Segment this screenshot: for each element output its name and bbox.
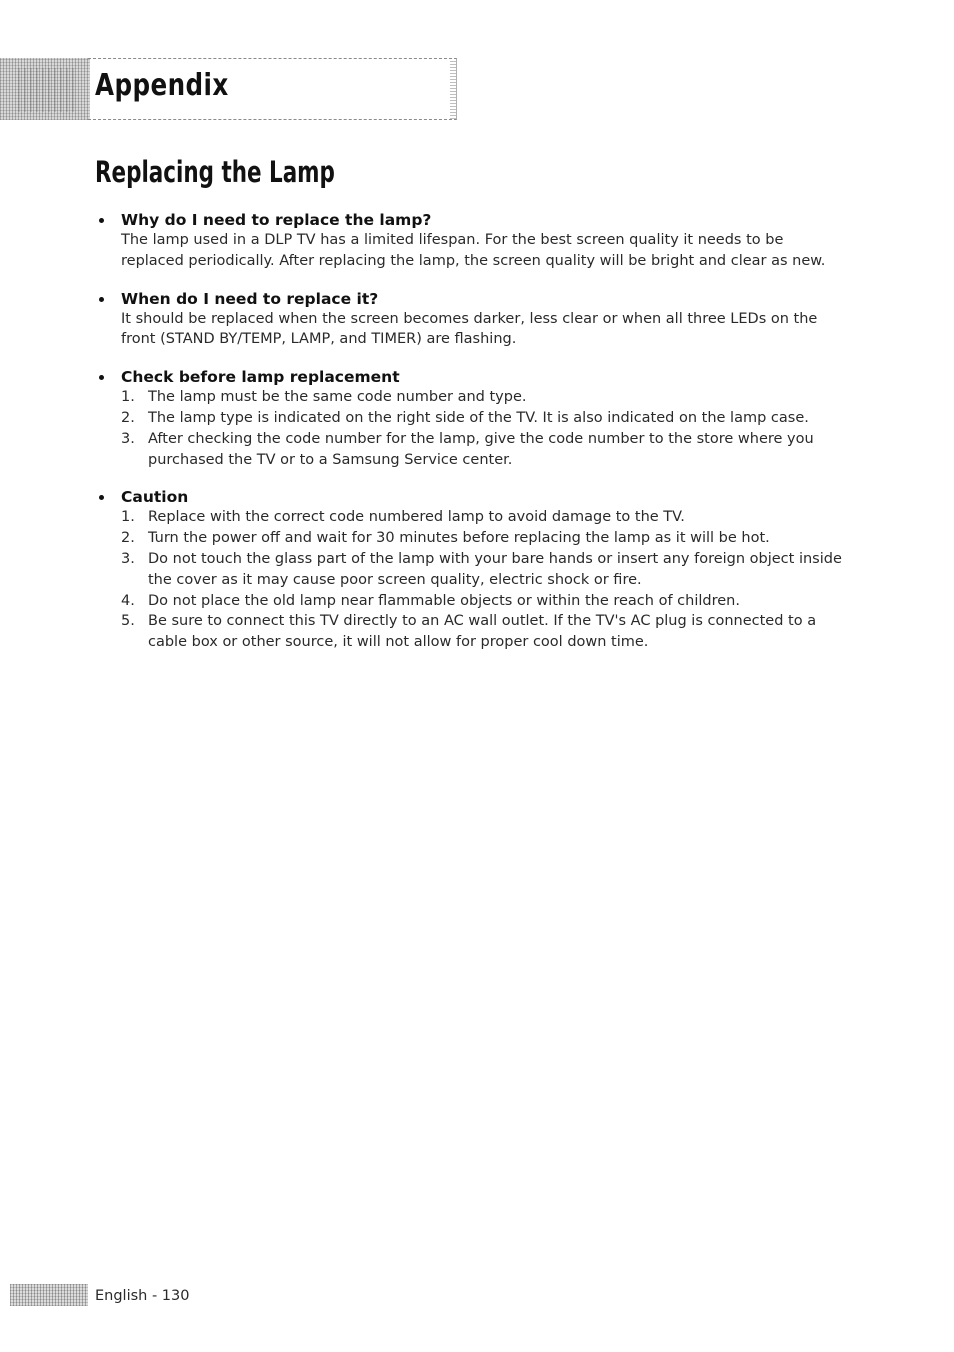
list-item-line: Do not place the old lamp near flammable objects or within the reach of children. (148, 592, 740, 609)
bullet-icon (99, 297, 104, 302)
page-header-title: Appendix (95, 68, 229, 103)
list-item-text (148, 507, 886, 528)
list-item-text (148, 528, 886, 549)
list-item-number: 1. (121, 389, 135, 406)
list-item (121, 591, 886, 612)
list-item-number: 3. (121, 550, 135, 567)
topic-heading-text: Check before lamp replacement (121, 368, 400, 387)
paragraph-line: The lamp used in a DLP TV has a limited lifespan. For the best screen quality it needs to be (121, 232, 784, 248)
list-item-line: the cover as it may cause poor screen quality, electric shock or fire. (148, 571, 642, 588)
topic-heading-text: Caution (121, 488, 189, 507)
list-item-text (148, 611, 886, 653)
list-item-line: After checking the code number for the lamp, give the code number to the store where you (148, 430, 814, 447)
list-item-line: cable box or other source, it will not allow for proper cool down time. (148, 634, 649, 651)
section-title: Replacing the Lamp (95, 155, 335, 189)
list-item-line: Do not touch the glass part of the lamp with your bare hands or insert any foreign object inside (148, 550, 842, 567)
bullet-icon (99, 375, 104, 380)
topic-heading (96, 367, 886, 387)
list-item (121, 507, 886, 528)
list-item-line: Turn the power off and wait for 30 minutes before replacing the lamp as it will be hot. (148, 530, 770, 547)
topic-heading (96, 210, 886, 230)
topic-heading (96, 289, 886, 309)
list-item-text (148, 549, 886, 591)
numbered-list (96, 387, 886, 470)
paragraph-line: It should be replaced when the screen becomes darker, less clear or when all three LEDs on the (121, 310, 818, 327)
topic-paragraph (96, 230, 886, 272)
header-box-edge-decoration (450, 59, 456, 119)
list-item-line: Be sure to connect this TV directly to an AC wall outlet. If the TV's AC plug is connected to a (148, 613, 817, 630)
list-item-number: 3. (121, 430, 135, 447)
bullet-icon (99, 495, 104, 500)
numbered-list (96, 507, 886, 653)
list-item (121, 611, 886, 653)
page-number: English - 130 (95, 1288, 190, 1304)
list-item-number: 4. (121, 592, 135, 609)
list-item-text (148, 591, 886, 612)
list-item (121, 528, 886, 549)
topic-heading-text: Why do I need to replace the lamp? (121, 211, 432, 229)
topic-check-before-replacement (96, 367, 886, 470)
list-item-number: 2. (121, 409, 135, 426)
list-item-text (148, 429, 886, 471)
list-item-line: Replace with the correct code numbered lamp to avoid damage to the TV. (148, 509, 685, 526)
bullet-icon (99, 218, 104, 223)
topic-caution (96, 487, 886, 653)
list-item-line: The lamp type is indicated on the right side of the TV. It is also indicated on the lamp case. (148, 409, 809, 426)
list-item (121, 549, 886, 591)
list-item-text (148, 408, 886, 429)
list-item-number: 5. (121, 613, 135, 630)
list-item-line: purchased the TV or to a Samsung Service center. (148, 451, 513, 468)
paragraph-line: front (STAND BY/TEMP, LAMP, and TIMER) are flashing. (121, 331, 517, 348)
content-body (96, 210, 886, 670)
topic-heading (96, 487, 886, 507)
list-item (121, 429, 886, 471)
header-banner (0, 58, 458, 120)
topic-why-replace (96, 210, 886, 272)
header-pattern-decoration (0, 58, 90, 120)
list-item-number: 2. (121, 530, 135, 547)
list-item-text (148, 387, 886, 408)
topic-when-replace (96, 289, 886, 351)
topic-paragraph (96, 309, 886, 351)
list-item-number: 1. (121, 509, 135, 526)
footer-pattern-decoration (10, 1284, 88, 1306)
topic-heading-text: When do I need to replace it? (121, 289, 379, 308)
list-item-line: The lamp must be the same code number and type. (148, 389, 527, 406)
list-item (121, 387, 886, 408)
paragraph-line: replaced periodically. After replacing the lamp, the screen quality will be bright and clear as new. (121, 252, 826, 269)
list-item (121, 408, 886, 429)
